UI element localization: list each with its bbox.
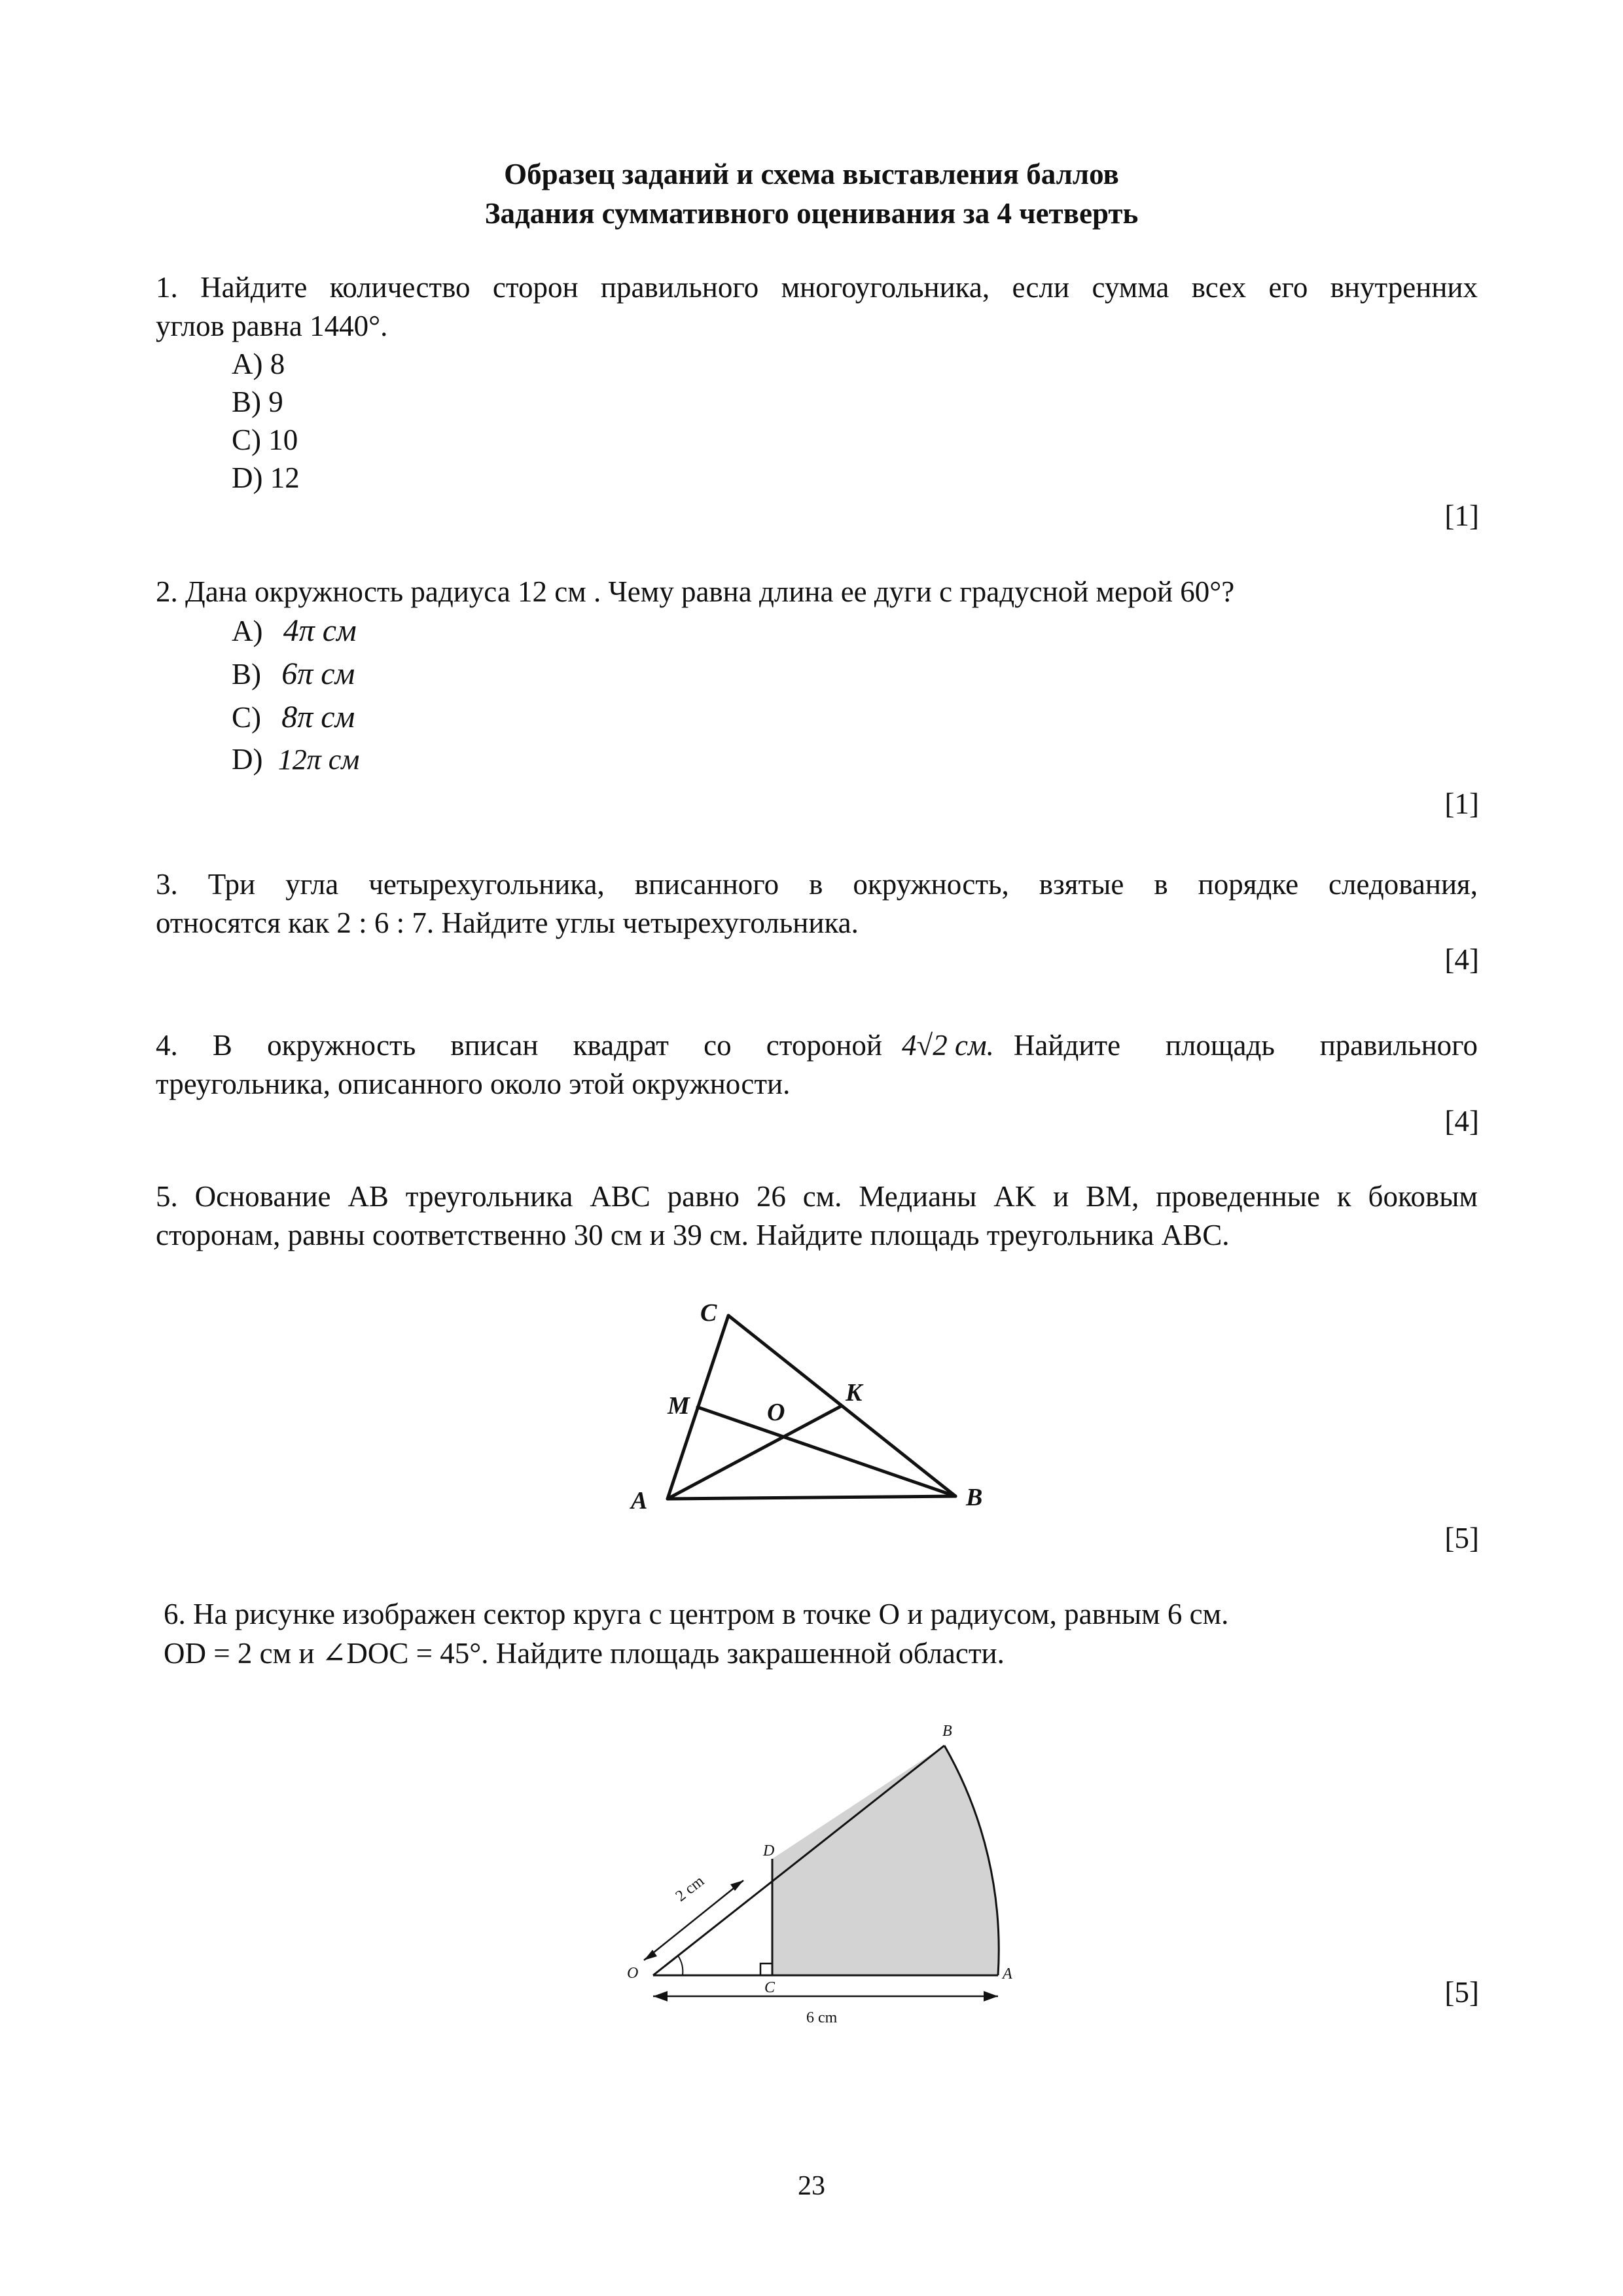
- q2-option-a-letter: A): [232, 615, 263, 647]
- angle-arc: [678, 1956, 683, 1975]
- q1-option-d: D) 12: [232, 461, 300, 494]
- q6-text-line1: 6. На рисунке изображен сектор круга с центром в точке O и радиусом, равным 6 см.: [164, 1598, 1229, 1630]
- label-c: C: [764, 1979, 776, 1996]
- q2-option-d-value: 12π см: [277, 744, 360, 776]
- q3-text-line1: 3. Три угла четырехугольника, вписанного в окружность, взятые в порядке следования,: [156, 868, 1478, 901]
- label-b: B: [942, 1723, 952, 1740]
- document-subtitle: Задания суммативного оценивания за 4 четверть: [484, 197, 1139, 230]
- q1-text-line2: углов равна 1440°.: [156, 310, 388, 342]
- q2-option-c-value: 8π см: [281, 700, 355, 734]
- q1-option-a: A) 8: [232, 348, 285, 380]
- q4-text-part1: 4. В окружность вписан квадрат со стороной: [156, 1029, 882, 1062]
- q6-score: [5]: [1444, 1976, 1479, 2009]
- q6-sector-figure: [615, 1708, 1034, 2036]
- q2-option-c-letter: C): [232, 701, 261, 734]
- page-number: 23: [798, 2171, 825, 2201]
- label-o: O: [767, 1399, 785, 1426]
- q2-option-a-value: 4π см: [283, 613, 357, 648]
- q2-option-b-value: 6π см: [281, 656, 355, 691]
- label-a: A: [1003, 1965, 1012, 1982]
- shaded-region: [772, 1746, 999, 1975]
- q2-option-c: [232, 699, 355, 735]
- right-angle-mark: [760, 1964, 772, 1975]
- q4-text-line1: [156, 1028, 1478, 1062]
- q2-option-b: [232, 656, 355, 692]
- q1-option-c: C) 10: [232, 423, 298, 456]
- oa-arrowhead-end: [984, 1991, 998, 2001]
- q4-text-line2: треугольника, описанного около этой окружности.: [156, 1067, 791, 1100]
- q6-text-line2: OD = 2 см и ∠DOC = 45°. Найдите площадь закрашенной области.: [164, 1637, 1005, 1670]
- q5-triangle-figure: [615, 1283, 1008, 1518]
- label-b: B: [966, 1484, 983, 1511]
- label-o: O: [627, 1965, 639, 1982]
- q1-score: [1]: [1444, 499, 1479, 532]
- q2-text: 2. Дана окружность радиуса 12 см . Чему равна длина ее дуги с градусной мерой 60°?: [156, 575, 1235, 608]
- label-c: C: [700, 1299, 717, 1327]
- q2-option-a: [232, 613, 357, 649]
- q2-score: [1]: [1444, 787, 1479, 820]
- q4-text-part2: Найдите площадь правильного: [1013, 1029, 1478, 1062]
- q2-option-b-letter: B): [232, 658, 261, 691]
- oa-arrowhead-start: [653, 1991, 668, 2001]
- q2-option-d: [232, 742, 359, 776]
- q4-side-value: 4√2 см.: [902, 1029, 994, 1062]
- q3-score: [4]: [1444, 943, 1479, 976]
- label-od-length: 2 cm: [672, 1873, 707, 1905]
- q2-option-d-letter: D): [232, 743, 263, 776]
- q5-score: [5]: [1444, 1522, 1479, 1554]
- label-a: A: [631, 1487, 648, 1515]
- q4-score: [4]: [1444, 1105, 1479, 1138]
- label-m: M: [668, 1392, 690, 1420]
- median-bm: [698, 1407, 955, 1496]
- q5-text-line1: 5. Основание AB треугольника ABC равно 26 см. Медианы AK и BM, проведенные к боковым: [156, 1180, 1478, 1213]
- label-oa-length: 6 cm: [806, 2009, 838, 2026]
- q1-option-b: B) 9: [232, 386, 283, 418]
- label-k: K: [846, 1379, 863, 1407]
- label-d: D: [763, 1842, 775, 1859]
- q1-text-line1: 1. Найдите количество сторон правильного многоугольника, если сумма всех его внутренних: [156, 271, 1478, 304]
- q3-text-line2: относятся как 2 : 6 : 7. Найдите углы четырехугольника.: [156, 906, 859, 939]
- q5-text-line2: сторонам, равны соответственно 30 см и 39 см. Найдите площадь треугольника ABC.: [156, 1219, 1230, 1251]
- side-ab: [668, 1496, 955, 1499]
- document-title: Образец заданий и схема выставления баллов: [504, 158, 1119, 190]
